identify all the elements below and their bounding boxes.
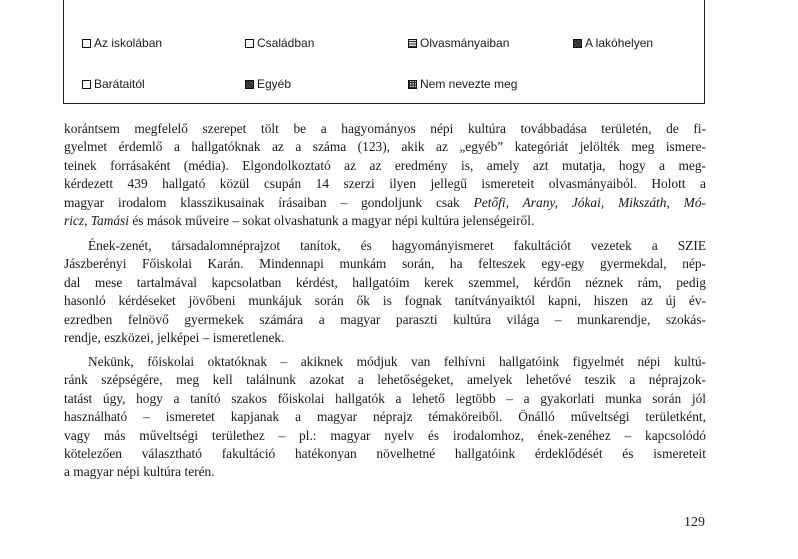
text-line: hasonló kérdéseket jövőbeni munkájuk során ők is fognak tanítványaiktól kapni, hiszen az új év- [64, 293, 706, 309]
text-line: vagy más műveltségi területhez – pl.: magyar nyelv és irodalomhoz, ének-zenéhez – kapcsolódó [64, 427, 706, 443]
text-line: Jászberényi Főiskolai Karán. Mindennapi munkám során, ha felteszek egy-egy gyermekdal, nép- [64, 256, 706, 272]
legend-item-lakohelyen [573, 36, 653, 50]
text-line: dal mese tartalmával kapcsolatban kérdést, hallgatóim kerek szemmel, kérdőn néznek rám, pedig [64, 274, 706, 290]
text-line: teinek forrásaként (média). Elgondolkoztató az az eredmény is, amely azt mutatja, hogy a meg- [64, 157, 706, 173]
paragraph-3 [64, 353, 706, 482]
legend-item-olvasmanyaiban [408, 36, 509, 50]
legend-label: Nem nevezte meg [420, 77, 518, 91]
dark-square-icon [573, 39, 582, 48]
white-square-icon [245, 39, 254, 48]
legend-item-csaladban [245, 36, 314, 50]
text-run: és mások műveire – sokat olvashatunk a magyar népi kultúra jelenségeiről. [129, 212, 535, 228]
text-line: tatást úgy, hogy a tanító szakos főiskolai hallgatók a lehető legtöbb – a gyakorlati munka során jól [64, 390, 706, 406]
text-line: rendje, eszközei, jelképei – ismeretlenek. [64, 329, 285, 345]
text-line: használható – ismeretet kapjanak a magyar néprajz témaköreiből. Önálló műveltségi területként, [64, 409, 706, 425]
author-names: Petőfi, Arany, Jókai, Mikszáth, Mó- [473, 194, 706, 210]
text-line: kérdezett 439 hallgató közül csupán 14 szerzi ilyen jellegű ismereteit olvasmányaiból. Holott a [64, 176, 706, 192]
author-names: ricz, Tamási [64, 212, 129, 228]
hatched-square-icon [408, 39, 417, 48]
text-line: ezredben felnövő gyermekek számára a magyar paraszti kultúra világa – munkarendje, szokás- [64, 311, 706, 327]
text-run: magyar irodalom klasszikusainak írásaiban – gondoljunk csak [64, 194, 474, 210]
legend-label: Barátaitól [94, 77, 145, 91]
legend-label: A lakóhelyen [585, 36, 654, 50]
white-square-icon [82, 39, 91, 48]
paragraph-1 [64, 120, 706, 230]
legend-label: Családban [257, 36, 315, 50]
legend-item-nem-nevezte-meg [408, 77, 517, 91]
text-line: ránk szépségére, meg kell találnunk azokat a lehetőségeket, amelyek lehetővé teszik a néprajzok- [64, 372, 706, 388]
text-line: kötelezően választható fakultáció hatékonyan növelhetné hallgatóink érdeklődését és ismereteit [64, 445, 706, 461]
page-number: 129 [684, 515, 705, 530]
text-line-with-authors [64, 194, 706, 212]
legend-item-baratairol [82, 77, 145, 91]
dark-square-icon [245, 80, 254, 89]
text-line: gyelmet érdemlő a hallgatóknak az a száma (123), akik az „egyéb” kategóriát jelölték meg ismere- [64, 139, 706, 155]
crosshatched-square-icon [408, 80, 417, 89]
paragraph-2 [64, 237, 706, 347]
text-line: korántsem megfelelő szerepet tölt be a hagyományos népi kultúra továbbadása területén, de fi- [64, 121, 706, 136]
text-line-with-authors [64, 212, 706, 230]
chart-legend [63, 0, 705, 104]
text-line: a magyar népi kultúra terén. [64, 464, 215, 480]
legend-label: Olvasmányaiban [420, 36, 510, 50]
text-line: Ének-zenét, társadalomnéprajzot tanítok, és hagyományismeret fakultációt vezetek a SZIE [88, 238, 706, 253]
legend-label: Az iskolában [94, 36, 163, 50]
legend-item-iskolaban [82, 36, 162, 50]
legend-item-egyeb [245, 77, 291, 91]
text-line: Nekünk, főiskolai oktatóknak – akiknek módjuk van felhívni hallgatóink figyelmét népi kultú- [88, 354, 706, 369]
white-square-icon [82, 80, 91, 89]
legend-label: Egyéb [257, 77, 292, 91]
